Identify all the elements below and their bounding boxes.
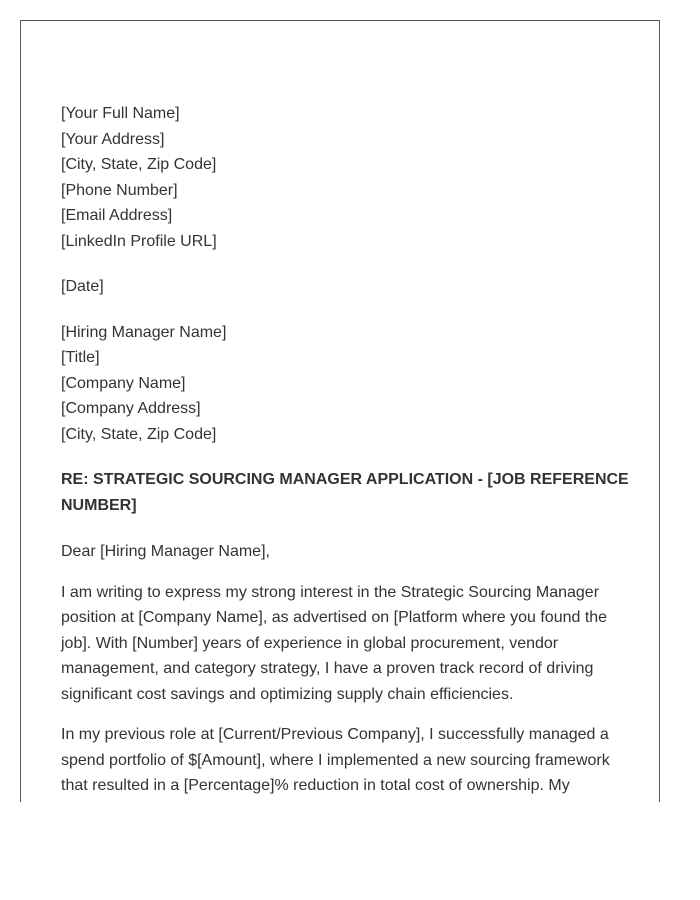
- letter-page: [20, 20, 660, 802]
- date-block: [61, 274, 631, 300]
- salutation: Dear [Hiring Manager Name],: [61, 543, 270, 560]
- sender-name: [Your Full Name]: [61, 105, 180, 122]
- subject-line: RE: STRATEGIC SOURCING MANAGER APPLICATION - [JOB REFERENCE NUMBER]: [61, 471, 629, 514]
- recipient-company-address: [Company Address]: [61, 400, 201, 417]
- sender-email: [Email Address]: [61, 207, 173, 224]
- paragraph-intro: I am writing to express my strong interest in the Strategic Sourcing Manager position at [Company Name], as advertised on [Platform where you found the job]. With [Number] years of experience in global procurement, vendor management, and category strategy, I have a proven track record of driving significant cost savings and optimizing supply chain efficiencies.: [61, 583, 608, 703]
- sender-address: [Your Address]: [61, 130, 165, 148]
- sender-city-state-zip: [City, State, Zip Code]: [61, 156, 217, 173]
- recipient-city-state-zip: [City, State, Zip Code]: [61, 425, 217, 443]
- paragraph-experience: In my previous role at [Current/Previous Company], I successfully managed a spend portfolio of $[Amount], where I implemented a new sourcing framework that resulted in a [Percentage]% reduction in total cost of ownership. My: [61, 726, 610, 794]
- recipient-block: [61, 320, 631, 448]
- recipient-name: [Hiring Manager Name]: [61, 323, 227, 341]
- recipient-company: [Company Name]: [61, 374, 186, 392]
- letter-body: [61, 101, 631, 802]
- sender-block: [61, 101, 631, 254]
- letter-date: [Date]: [61, 278, 104, 295]
- sender-linkedin: [LinkedIn Profile URL]: [61, 232, 217, 250]
- recipient-title: [Title]: [61, 349, 100, 366]
- sender-phone: [Phone Number]: [61, 181, 178, 199]
